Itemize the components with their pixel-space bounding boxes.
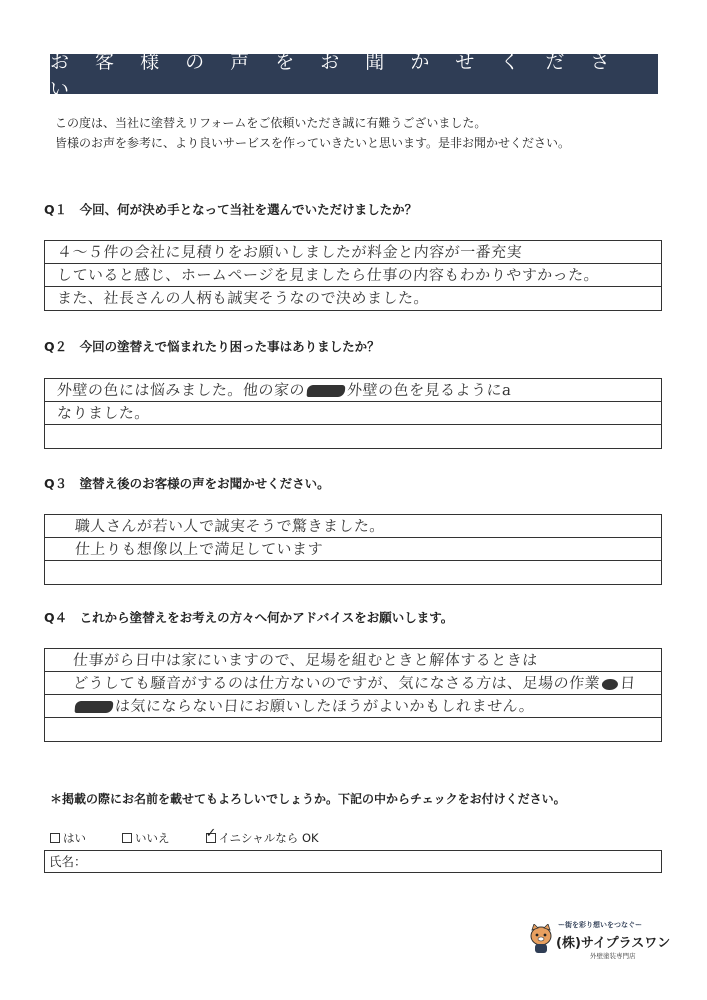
intro-line-2: 皆様のお声を参考に、より良いサービスを作っていきたいと思います。是非お聞かせください。 bbox=[55, 136, 571, 150]
handwritten-answer bbox=[56, 425, 58, 448]
answer-line bbox=[45, 264, 661, 287]
answer-text: 外壁の色には悩みました。他の家の bbox=[56, 381, 306, 399]
crossed-out-scribble bbox=[307, 385, 346, 397]
question-1: Q１ 今回、何が決め手となって当社を選んでいただけましたか？ bbox=[44, 202, 418, 217]
option-no[interactable] bbox=[122, 830, 170, 846]
handwritten-answer: また、社長さんの人柄も誠実そうなので決めました。 bbox=[56, 289, 430, 307]
handwritten-answer: ４～５件の会社に見積りをお願いしましたが料金と内容が一番充実 bbox=[56, 243, 523, 261]
answer-line bbox=[45, 649, 661, 672]
company-logo bbox=[528, 918, 678, 973]
question-4: Q４ これから塗替えをお考えの方々へ何かアドバイスをお願いします。 bbox=[44, 610, 454, 625]
crossed-out-scribble bbox=[75, 701, 114, 713]
logo-tagline: ー街を彩り想いをつなぐー bbox=[558, 921, 642, 929]
answer-text: どうしても騒音がするのは仕方ないのですが、気になさる方は、足場の作業 bbox=[72, 674, 601, 692]
answer-line bbox=[45, 402, 661, 425]
handwritten-answer bbox=[72, 695, 535, 718]
handwritten-answer: 職人さんが若い人で誠実そうで驚きました。 bbox=[74, 517, 386, 535]
handwritten-answer bbox=[56, 561, 58, 584]
intro-line-1: この度は、当社に塗替えリフォームをご依頼いただき誠に有難うございました。 bbox=[55, 116, 487, 130]
logo-company-name: (株)サイプラスワン bbox=[556, 936, 671, 951]
handwritten-answer: なりました。 bbox=[56, 404, 151, 422]
answer-line bbox=[45, 538, 661, 561]
answer-text: 外壁の色を見るようにa bbox=[346, 381, 513, 399]
answer-line bbox=[45, 379, 661, 402]
crossed-out-scribble bbox=[602, 679, 619, 690]
answer-box-2 bbox=[44, 378, 662, 449]
name-field[interactable] bbox=[44, 850, 662, 873]
consent-options bbox=[50, 826, 319, 846]
answer-line bbox=[45, 561, 661, 584]
option-initials-label: イニシャルなら OK bbox=[218, 831, 319, 845]
answer-box-3 bbox=[44, 514, 662, 585]
checkbox-yes[interactable] bbox=[50, 833, 60, 843]
answer-line bbox=[45, 287, 661, 310]
consent-note: ＊掲載の際にお名前を載せてもよろしいでしょうか。下記の中からチェックをお付けください。 bbox=[50, 792, 566, 806]
answer-box-4 bbox=[44, 648, 662, 742]
question-2: Q２ 今回の塗替えで悩まれたり困った事はありましたか？ bbox=[44, 339, 380, 354]
option-yes[interactable] bbox=[50, 830, 86, 846]
answer-line bbox=[45, 695, 661, 718]
answer-line bbox=[45, 241, 661, 264]
answer-line bbox=[45, 672, 661, 695]
intro-text bbox=[55, 113, 570, 153]
option-yes-label: はい bbox=[63, 831, 86, 845]
answer-text: 日 bbox=[619, 674, 637, 692]
mascot-icon bbox=[528, 924, 554, 954]
handwritten-answer bbox=[56, 379, 512, 402]
answer-box-1 bbox=[44, 240, 662, 311]
page-title: お 客 様 の 声 を お 聞 か せ く だ さ い bbox=[50, 51, 620, 100]
option-no-label: いいえ bbox=[135, 831, 170, 845]
answer-text: は気にならない日にお願いしたほうがよいかもしれません。 bbox=[114, 697, 536, 715]
checkbox-initials[interactable] bbox=[205, 826, 217, 843]
option-initials[interactable] bbox=[205, 826, 319, 846]
handwritten-answer: 仕事がら日中は家にいますので、足場を組むときと解体するときは bbox=[72, 651, 539, 669]
check-mark-icon: ✓ bbox=[205, 826, 217, 841]
checkbox-no[interactable] bbox=[122, 833, 132, 843]
answer-line bbox=[45, 718, 661, 741]
name-label: 氏名： bbox=[49, 854, 87, 869]
question-3: Q３ 塗替え後のお客様の声をお聞かせください。 bbox=[44, 476, 330, 491]
handwritten-answer: 仕上りも想像以上で満足しています bbox=[74, 540, 324, 558]
answer-line bbox=[45, 425, 661, 448]
page-title-banner bbox=[50, 51, 658, 100]
handwritten-answer bbox=[72, 672, 636, 695]
handwritten-answer bbox=[56, 718, 58, 741]
handwritten-answer: していると感じ、ホームページを見ましたら仕事の内容もわかりやすかった。 bbox=[56, 266, 600, 284]
answer-line bbox=[45, 515, 661, 538]
logo-subtitle: 外壁塗装専門店 bbox=[590, 952, 636, 960]
